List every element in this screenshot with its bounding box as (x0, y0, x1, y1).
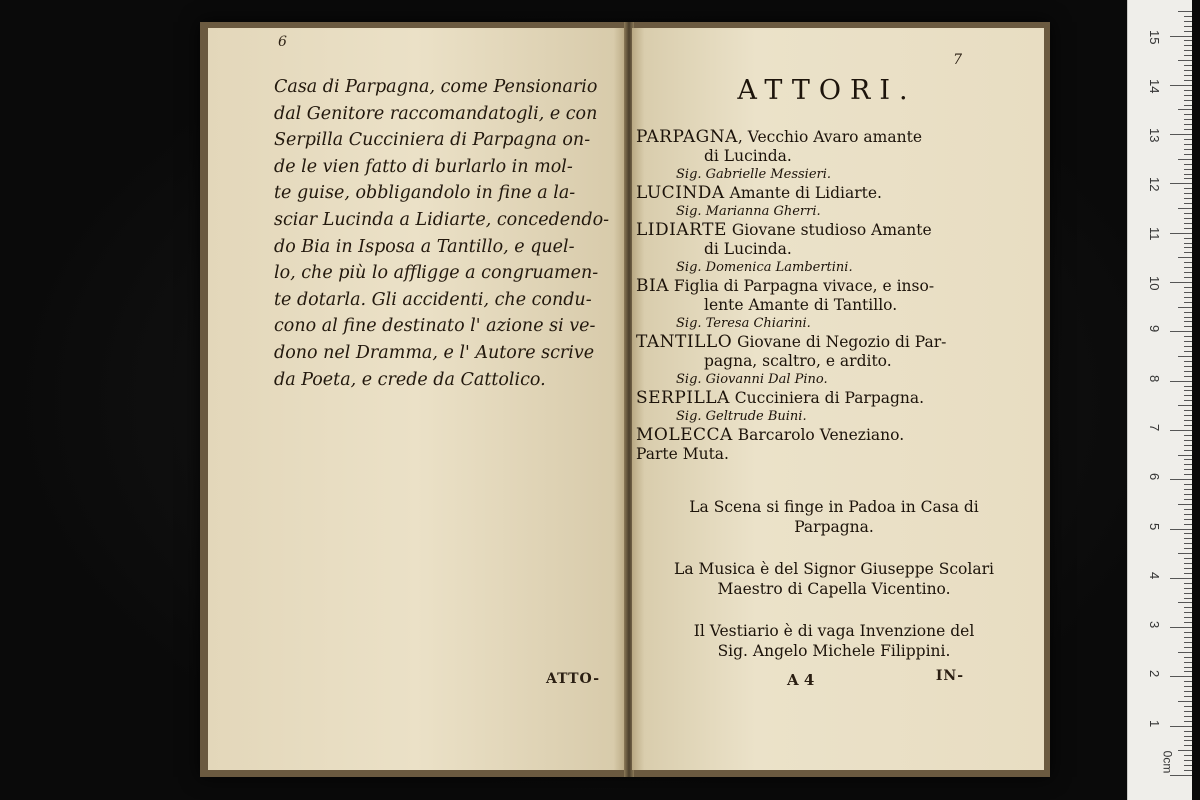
ruler-tick (1184, 514, 1192, 515)
ruler-tick (1184, 129, 1192, 130)
text-line: dal Genitore raccomandatogli, e con (274, 103, 598, 124)
ruler-tick (1184, 21, 1192, 22)
production-notes (632, 498, 1036, 684)
ruler-label: 10 (1147, 276, 1162, 291)
ruler-tick (1184, 31, 1192, 32)
ruler-tick (1184, 341, 1192, 342)
right-page (632, 28, 1044, 770)
character-name: PARPAGNA (636, 127, 738, 147)
character-name: MOLECCA (636, 425, 733, 445)
ruler-tick (1170, 430, 1192, 431)
ruler-tick (1184, 312, 1192, 313)
ruler-tick (1184, 95, 1192, 96)
ruler-tick (1184, 736, 1192, 737)
ruler-tick (1184, 198, 1192, 199)
ruler-tick (1184, 548, 1192, 549)
ruler-tick (1184, 415, 1192, 416)
ruler-tick (1184, 223, 1192, 224)
ruler-tick (1184, 390, 1192, 391)
ruler-tick (1184, 218, 1192, 219)
ruler-tick (1184, 760, 1192, 761)
character-name: LUCINDA (636, 183, 725, 203)
character-description: , Vecchio Avaro amante (737, 128, 922, 146)
ruler-tick (1184, 361, 1192, 362)
cast-heading: ATTORI. (737, 75, 917, 106)
ruler-tick (1184, 647, 1192, 648)
ruler-tick (1170, 479, 1192, 480)
ruler-tick (1184, 607, 1192, 608)
ruler-label: 8 (1147, 374, 1162, 382)
cast-entry (636, 426, 1036, 445)
ruler-tick (1178, 602, 1192, 603)
ruler-tick (1184, 139, 1192, 140)
ruler-tick (1184, 716, 1192, 717)
measurement-ruler (1127, 0, 1192, 800)
ruler-tick (1184, 16, 1192, 17)
text-line: sciar Lucinda a Lidiarte, concedendo- (274, 209, 610, 230)
ruler-tick (1184, 464, 1192, 465)
ruler-label: 4 (1147, 571, 1162, 580)
ruler-tick (1184, 588, 1192, 589)
ruler-tick (1170, 726, 1192, 727)
ruler-tick (1184, 662, 1192, 663)
note-block (632, 622, 1036, 661)
ruler-tick (1184, 203, 1192, 204)
text-line: cono al fine destinato l' azione si ve- (274, 316, 596, 337)
ruler-tick (1170, 134, 1192, 135)
ruler-tick (1184, 124, 1192, 125)
right-page-number: 7 (953, 52, 962, 68)
ruler-tick (1184, 440, 1192, 441)
ruler-tick (1184, 617, 1192, 618)
ruler-tick (1184, 558, 1192, 559)
ruler-tick (1184, 267, 1192, 268)
ruler-tick (1184, 326, 1192, 327)
ruler-tick (1184, 40, 1192, 41)
ruler-tick (1184, 154, 1192, 155)
ruler-tick (1184, 193, 1192, 194)
singer-name: Sig. Marianna Gherri. (676, 204, 821, 219)
ruler-tick (1184, 667, 1192, 668)
ruler-tick (1178, 701, 1192, 702)
ruler-tick (1184, 637, 1192, 638)
note-block (632, 560, 1036, 599)
character-name: LIDIARTE (636, 220, 727, 240)
ruler-tick (1184, 164, 1192, 165)
singer-name: Sig. Geltrude Buini. (676, 409, 807, 424)
scan-edge (1192, 0, 1200, 800)
ruler-tick (1184, 671, 1192, 672)
ruler-tick (1184, 100, 1192, 101)
ruler-tick (1184, 568, 1192, 569)
ruler-tick (1184, 509, 1192, 510)
ruler-tick (1170, 381, 1192, 382)
cast-entry (636, 128, 1036, 147)
ruler-tick (1178, 307, 1192, 308)
ruler-tick (1170, 36, 1192, 37)
ruler-tick (1184, 80, 1192, 81)
cast-entry (636, 221, 1036, 240)
text-line: te dotarla. Gli accidenti, che condu- (274, 289, 592, 310)
ruler-tick (1184, 740, 1192, 741)
ruler-tick (1184, 533, 1192, 534)
ruler-tick (1184, 90, 1192, 91)
ruler-tick (1184, 169, 1192, 170)
ruler-tick (1184, 425, 1192, 426)
ruler-tick (1184, 494, 1192, 495)
ruler-tick (1184, 410, 1192, 411)
ruler-tick (1170, 529, 1192, 530)
ruler-tick (1184, 252, 1192, 253)
note-line: La Scena si finge in Padoa in Casa di (689, 498, 979, 516)
ruler-tick (1170, 85, 1192, 86)
ruler-tick (1184, 105, 1192, 106)
ruler-tick (1184, 292, 1192, 293)
ruler-tick (1184, 435, 1192, 436)
ruler-tick (1170, 775, 1192, 776)
text-line: lo, che più lo affligge a congruamen- (274, 263, 599, 284)
character-name: SERPILLA (636, 388, 730, 408)
character-description: Cucciniera di Parpagna. (729, 389, 925, 407)
ruler-tick (1184, 45, 1192, 46)
cast-entry (636, 389, 1036, 408)
ruler-tick (1184, 395, 1192, 396)
ruler-tick (1184, 770, 1192, 771)
character-description: Giovane di Negozio di Par- (732, 333, 947, 351)
ruler-tick (1184, 450, 1192, 451)
ruler-tick (1170, 331, 1192, 332)
ruler-tick (1184, 489, 1192, 490)
character-description: Amante di Lidiarte. (724, 184, 882, 202)
text-line: do Bia in Isposa a Tantillo, e quel- (274, 236, 575, 257)
ruler-tick (1184, 519, 1192, 520)
ruler-tick (1184, 243, 1192, 244)
text-line: Serpilla Cucciniera di Parpagna on- (274, 130, 591, 151)
cast-entry (636, 184, 1036, 203)
ruler-tick (1170, 676, 1192, 677)
ruler-tick (1178, 455, 1192, 456)
ruler-tick (1184, 593, 1192, 594)
ruler-tick (1170, 282, 1192, 283)
ruler-tick (1184, 420, 1192, 421)
ruler-tick (1184, 144, 1192, 145)
note-line: Parpagna. (794, 517, 874, 536)
ruler-tick (1184, 346, 1192, 347)
ruler-tick (1184, 686, 1192, 687)
singer-name: Sig. Gabrielle Messieri. (676, 167, 832, 182)
ruler-tick (1184, 188, 1192, 189)
ruler-tick (1184, 351, 1192, 352)
ruler-tick (1184, 228, 1192, 229)
left-page (208, 28, 626, 770)
ruler-tick (1184, 272, 1192, 273)
cast-extra-note: Parte Muta. (636, 445, 729, 463)
text-line: Casa di Parpagna, come Pensionario (274, 77, 598, 97)
ruler-tick (1184, 376, 1192, 377)
ruler-tick (1184, 657, 1192, 658)
ruler-tick (1178, 159, 1192, 160)
ruler-tick (1184, 696, 1192, 697)
ruler-tick (1184, 474, 1192, 475)
ruler-tick (1184, 321, 1192, 322)
note-line: Maestro di Capella Vicentino. (717, 579, 951, 598)
character-name: BIA (636, 276, 669, 296)
cast-entry (636, 277, 1036, 296)
ruler-tick (1178, 504, 1192, 505)
ruler-tick (1184, 583, 1192, 584)
ruler-tick (1184, 287, 1192, 288)
ruler-tick (1184, 55, 1192, 56)
ruler-tick (1184, 302, 1192, 303)
open-book (200, 22, 1050, 777)
singer-name: Sig. Domenica Lambertini. (676, 260, 853, 275)
ruler-tick (1184, 765, 1192, 766)
ruler-tick (1178, 356, 1192, 357)
ruler-label: 14 (1147, 78, 1162, 94)
note-line: Il Vestiario è di vaga Invenzione del (693, 622, 975, 640)
ruler-tick (1184, 386, 1192, 387)
ruler-tick (1184, 755, 1192, 756)
character-name: TANTILLO (636, 332, 733, 352)
character-description: Giovane studioso Amante (726, 221, 932, 239)
singer-name: Sig. Giovanni Dal Pino. (676, 372, 828, 387)
ruler-tick (1184, 65, 1192, 66)
ruler-tick (1184, 371, 1192, 372)
ruler-tick (1178, 257, 1192, 258)
ruler-tick (1184, 262, 1192, 263)
ruler-label: 13 (1147, 128, 1162, 143)
ruler-unit-label: 0cm (1160, 750, 1175, 774)
note-block (632, 498, 1036, 537)
left-catchword: ATTO- (546, 671, 600, 687)
character-description-cont: lente Amante di Tantillo. (704, 296, 898, 314)
ruler-tick (1184, 114, 1192, 115)
ruler-tick (1178, 553, 1192, 554)
singer-name: Sig. Teresa Chiarini. (676, 316, 811, 331)
text-line: te guise, obbligandolo in fine a la- (274, 183, 576, 204)
ruler-tick (1184, 524, 1192, 525)
ruler-tick (1184, 50, 1192, 51)
ruler-tick (1170, 183, 1192, 184)
ruler-tick (1184, 484, 1192, 485)
ruler-tick (1184, 563, 1192, 564)
ruler-tick (1184, 277, 1192, 278)
ruler-tick (1184, 598, 1192, 599)
text-line: de le vien fatto di burlarlo in mol- (274, 156, 573, 177)
ruler-tick (1184, 632, 1192, 633)
ruler-tick (1184, 174, 1192, 175)
character-description-cont: di Lucinda. (704, 240, 792, 258)
ruler-label: 3 (1147, 621, 1162, 629)
character-description: Figlia di Parpagna vivace, e inso- (669, 277, 935, 295)
ruler-tick (1184, 543, 1192, 544)
ruler-label: 5 (1147, 522, 1162, 530)
ruler-tick (1184, 178, 1192, 179)
ruler-label: 6 (1147, 473, 1162, 481)
ruler-tick (1170, 233, 1192, 234)
ruler-tick (1178, 60, 1192, 61)
note-line: La Musica è del Signor Giuseppe Scolari (674, 560, 994, 578)
left-page-number: 6 (278, 34, 287, 50)
ruler-tick (1184, 336, 1192, 337)
ruler-tick (1184, 26, 1192, 27)
ruler-tick (1184, 745, 1192, 746)
ruler-tick (1184, 445, 1192, 446)
character-description: Barcarolo Veneziano. (732, 426, 905, 444)
cast-entry (636, 333, 1036, 352)
ruler-tick (1184, 247, 1192, 248)
character-description-cont: pagna, scaltro, e ardito. (704, 352, 892, 370)
ruler-label: 12 (1147, 177, 1162, 192)
ruler-tick (1184, 612, 1192, 613)
ruler-tick (1184, 119, 1192, 120)
ruler-tick (1178, 109, 1192, 110)
ruler-tick (1178, 652, 1192, 653)
cast-list (636, 128, 1036, 464)
ruler-tick (1184, 366, 1192, 367)
ruler-tick (1184, 469, 1192, 470)
ruler-tick (1184, 400, 1192, 401)
ruler-label: 1 (1147, 719, 1162, 727)
ruler-tick (1184, 70, 1192, 71)
ruler-tick (1178, 208, 1192, 209)
ruler-label: 11 (1147, 226, 1162, 241)
ruler-tick (1184, 731, 1192, 732)
ruler-tick (1184, 297, 1192, 298)
ruler-tick (1184, 459, 1192, 460)
ruler-tick (1184, 711, 1192, 712)
left-page-text (274, 74, 624, 393)
ruler-label: 15 (1147, 29, 1162, 44)
ruler-tick (1170, 578, 1192, 579)
note-line: Sig. Angelo Michele Filippini. (717, 641, 951, 660)
ruler-tick (1184, 149, 1192, 150)
ruler-label: 9 (1147, 325, 1162, 333)
ruler-tick (1184, 691, 1192, 692)
ruler-tick (1184, 622, 1192, 623)
ruler-tick (1184, 238, 1192, 239)
ruler-tick (1184, 499, 1192, 500)
ruler-label: 7 (1147, 423, 1162, 432)
character-description-cont: di Lucinda. (704, 147, 792, 165)
ruler-tick (1184, 317, 1192, 318)
text-line: dono nel Dramma, e l' Autore scrive (274, 342, 595, 363)
right-catchword: IN- (935, 668, 964, 684)
ruler-tick (1184, 573, 1192, 574)
ruler-label: 2 (1147, 670, 1162, 678)
ruler-tick (1184, 706, 1192, 707)
ruler-tick (1184, 642, 1192, 643)
ruler-tick (1184, 213, 1192, 214)
ruler-tick (1184, 681, 1192, 682)
ruler-tick (1178, 11, 1192, 12)
ruler-tick (1184, 75, 1192, 76)
signature-mark: A 4 (787, 671, 815, 689)
ruler-tick (1178, 405, 1192, 406)
ruler-tick (1184, 721, 1192, 722)
ruler-tick (1184, 538, 1192, 539)
ruler-tick (1178, 750, 1192, 751)
text-line: da Poeta, e crede da Cattolico. (274, 369, 546, 390)
ruler-tick (1170, 627, 1192, 628)
